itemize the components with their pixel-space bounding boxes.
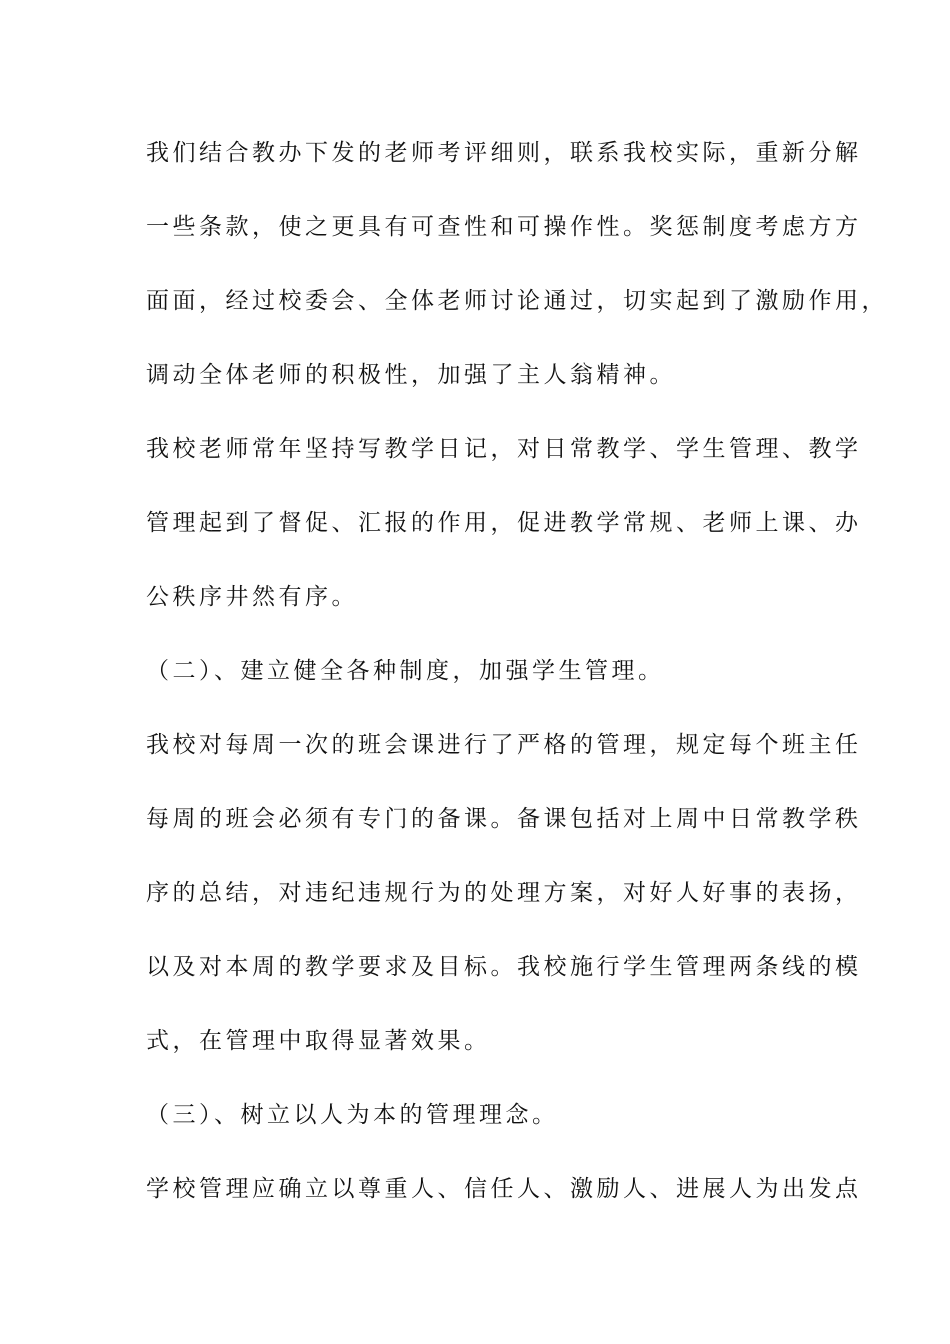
text-line: 我们结合教办下发的老师考评细则，联系我校实际，重新分解 xyxy=(146,140,862,166)
text-line: 以及对本周的教学要求及目标。我校施行学生管理两条线的模 xyxy=(146,954,862,980)
text-line: 我校对每周一次的班会课进行了严格的管理，规定每个班主任 xyxy=(146,732,862,758)
text-line: 一些条款，使之更具有可查性和可操作性。奖惩制度考虑方方 xyxy=(146,214,862,240)
text-line: 公秩序井然有序。 xyxy=(146,584,358,610)
text-line: 式，在管理中取得显著效果。 xyxy=(146,1028,491,1054)
section-heading: （二）、建立健全各种制度，加强学生管理。 xyxy=(146,658,665,684)
section-heading: （三）、树立以人为本的管理理念。 xyxy=(146,1102,559,1128)
text-line: 我校老师常年坚持写教学日记，对日常教学、学生管理、教学 xyxy=(146,436,862,462)
text-line: 每周的班会必须有专门的备课。备课包括对上周中日常教学秩 xyxy=(146,806,862,832)
text-line: 调动全体老师的积极性，加强了主人翁精神。 xyxy=(146,362,676,388)
text-line: 学校管理应确立以尊重人、信任人、激励人、进展人为出发点 xyxy=(146,1176,862,1202)
text-line: 面面，经过校委会、全体老师讨论通过，切实起到了激励作用， xyxy=(146,288,888,314)
text-line: 管理起到了督促、汇报的作用，促进教学常规、老师上课、办 xyxy=(146,510,862,536)
text-line: 序的总结，对违纪违规行为的处理方案，对好人好事的表扬， xyxy=(146,880,862,906)
